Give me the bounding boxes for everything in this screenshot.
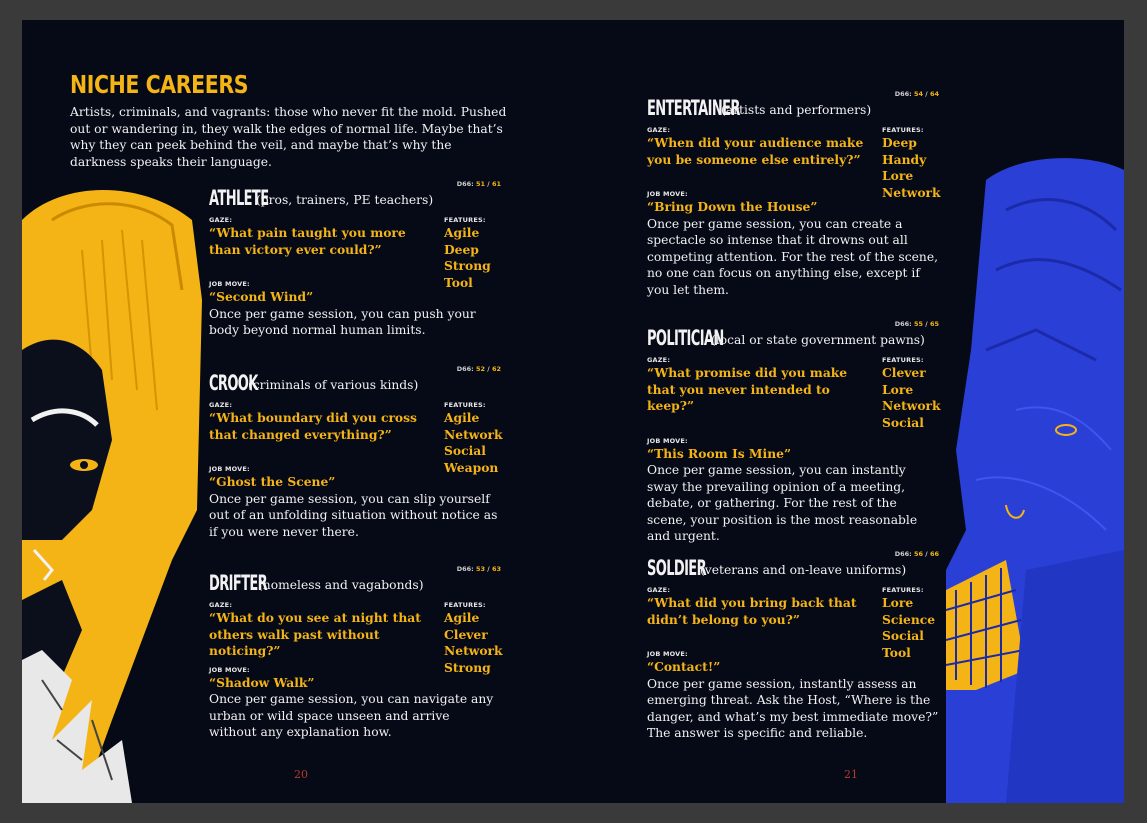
feature-item: Network <box>882 184 941 200</box>
page-number-right: 21 <box>844 768 858 781</box>
d66-value-b: 65 <box>929 320 939 328</box>
job-move-label: JOB MOVE: <box>647 436 688 445</box>
d66-value-a: 51 <box>476 180 486 188</box>
d66-label: D66: <box>456 565 474 573</box>
gaze-quote: “When did your audience make you be someone else entirely?” <box>647 135 864 167</box>
d66-slash: / <box>923 90 930 98</box>
d66-label: D66: <box>456 365 474 373</box>
feature-item: Science <box>882 611 936 627</box>
feature-item: Strong <box>444 659 491 675</box>
feature-item: Lore <box>882 381 914 397</box>
job-move-description: Once per game session, you can create a spectacle so intense that it drowns out all competing attention. For the rest of the scene, no one can focus on anything else, except if you let them. <box>647 216 939 297</box>
career-3 <box>647 90 939 298</box>
career-name: SOLDIER <box>647 556 706 580</box>
d66-value-b: 62 <box>491 365 501 373</box>
feature-item: Network <box>444 426 503 442</box>
d66-roll <box>457 565 501 573</box>
feature-item: Social <box>444 443 486 458</box>
career-subtitle: (criminals of various kinds) <box>248 378 419 392</box>
gaze-quote: “What pain taught you more than victory ever could?” <box>209 225 406 257</box>
feature-item: Lore <box>882 168 914 183</box>
d66-roll <box>895 550 939 558</box>
d66-roll <box>895 90 939 98</box>
features-list <box>882 356 942 431</box>
job-move-name: “Ghost the Scene” <box>209 474 336 489</box>
intro-paragraph: Artists, criminals, and vagrants: those who never fit the mold. Pushed out or wandering in, they walk the edges of normal life. Maybe that’s why they can peek behind the veil, and maybe that’s why the darkness speaks their language. <box>70 105 507 169</box>
job-move-description: Once per game session, you can slip yourself out of an unfolding situation without notice as if you were never there. <box>209 491 498 539</box>
job-move-label: JOB MOVE: <box>209 280 250 288</box>
career-subtitle: (veterans and on-leave uniforms) <box>700 563 907 577</box>
gaze-label: GAZE: <box>647 356 671 364</box>
features-label: FEATURES: <box>444 601 486 609</box>
job-move-label: JOB MOVE: <box>209 665 250 674</box>
career-name: ENTERTAINER <box>647 96 740 120</box>
career-0 <box>209 180 501 339</box>
features-label: FEATURES: <box>882 126 924 134</box>
features-label: FEATURES: <box>444 216 486 224</box>
career-name: CROOK <box>209 371 258 395</box>
feature-item: Tool <box>882 644 911 660</box>
book-spread <box>22 20 1124 803</box>
d66-value-b: 66 <box>929 550 939 558</box>
job-move-label: JOB MOVE: <box>647 190 688 198</box>
job-move-name: “Contact!” <box>647 659 721 674</box>
features-label: FEATURES: <box>882 356 924 364</box>
career-name: ATHLETE <box>209 186 269 210</box>
d66-slash: / <box>923 550 930 558</box>
features-label: FEATURES: <box>444 401 486 409</box>
job-move-name: “This Room Is Mine” <box>647 445 792 461</box>
gaze-label: GAZE: <box>209 216 233 224</box>
gaze-label: GAZE: <box>647 126 671 134</box>
job-move-label: JOB MOVE: <box>647 650 688 658</box>
d66-slash: / <box>485 565 492 573</box>
gaze-quote: “What promise did you make that you never intended to keep?” <box>647 365 848 413</box>
d66-label: D66: <box>894 550 912 558</box>
d66-value-a: 53 <box>476 565 486 573</box>
d66-value-b: 63 <box>491 565 501 573</box>
career-1 <box>209 365 501 540</box>
feature-item: Social <box>882 628 924 643</box>
career-5 <box>647 550 939 742</box>
feature-item: Network <box>882 398 941 413</box>
d66-roll <box>457 180 501 188</box>
career-name: POLITICIAN <box>647 326 724 350</box>
feature-item: Deep <box>444 241 479 257</box>
gaze-quote: “What do you see at night that others walk past without noticing?” <box>209 610 421 658</box>
job-move-description: Once per game session, instantly assess an emerging threat. Ask the Host, “Where is the danger, and what’s my best immediate move?” The answer is specific and reliable. <box>647 676 939 740</box>
d66-slash: / <box>923 320 930 328</box>
job-move-description: Once per game session, you can navigate any urban or wild space unseen and arrive without any explanation how. <box>209 692 494 739</box>
page-title: NICHE CAREERS <box>70 70 249 99</box>
feature-item: Social <box>882 414 924 430</box>
career-subtitle: (local or state government pawns) <box>711 333 925 347</box>
feature-item: Network <box>444 643 503 658</box>
career-subtitle: (pros, trainers, PE teachers) <box>256 193 434 207</box>
job-move-name: “Shadow Walk” <box>209 674 315 690</box>
career-4 <box>647 320 939 545</box>
feature-item: Tool <box>444 274 473 290</box>
d66-slash: / <box>485 365 492 373</box>
feature-item: Lore <box>882 595 914 610</box>
gaze-quote: “What did you bring back that didn’t belong to you?” <box>647 595 857 627</box>
d66-value-a: 55 <box>914 320 924 328</box>
feature-item: Strong <box>444 258 491 273</box>
feature-item: Deep <box>882 135 917 150</box>
athlete-illustration <box>22 180 202 803</box>
gaze-label: GAZE: <box>209 401 233 409</box>
job-move-description: Once per game session, you can instantly sway the prevailing opinion of a meeting, debate, or gathering. For the rest of the scene, your position is the most reasonable and urgent. <box>647 463 918 543</box>
gaze-label: GAZE: <box>209 601 233 609</box>
d66-value-a: 56 <box>914 550 924 558</box>
feature-item: Agile <box>444 410 480 425</box>
d66-roll <box>895 320 939 328</box>
d66-label: D66: <box>894 320 912 328</box>
feature-item: Handy <box>882 151 927 167</box>
career-name: DRIFTER <box>209 571 268 595</box>
d66-value-b: 64 <box>929 90 939 98</box>
feature-item: Agile <box>444 610 480 625</box>
d66-label: D66: <box>456 180 474 188</box>
job-move-name: “Second Wind” <box>209 289 314 304</box>
career-subtitle: (homeless and vagabonds) <box>258 578 424 592</box>
gaze-label: GAZE: <box>647 586 671 594</box>
feature-item: Clever <box>882 365 926 380</box>
features-label: FEATURES: <box>882 586 924 594</box>
job-move-description: Once per game session, you can push your body beyond normal human limits. <box>209 306 476 337</box>
feature-item: Weapon <box>444 459 499 475</box>
d66-value-a: 54 <box>914 90 924 98</box>
d66-label: D66: <box>894 90 912 98</box>
career-2 <box>209 565 501 741</box>
d66-value-a: 52 <box>476 365 486 373</box>
career-subtitle: (artists and performers) <box>721 103 872 117</box>
job-move-label: JOB MOVE: <box>209 465 250 473</box>
d66-roll <box>457 365 501 373</box>
job-move-name: “Bring Down the House” <box>647 199 818 214</box>
soldier-illustration <box>946 150 1124 803</box>
feature-item: Agile <box>444 225 480 240</box>
gaze-quote: “What boundary did you cross that changed everything?” <box>209 410 417 442</box>
d66-slash: / <box>485 180 492 188</box>
page-number-left: 20 <box>294 768 308 781</box>
feature-item: Clever <box>444 626 488 642</box>
d66-value-b: 61 <box>491 180 501 188</box>
